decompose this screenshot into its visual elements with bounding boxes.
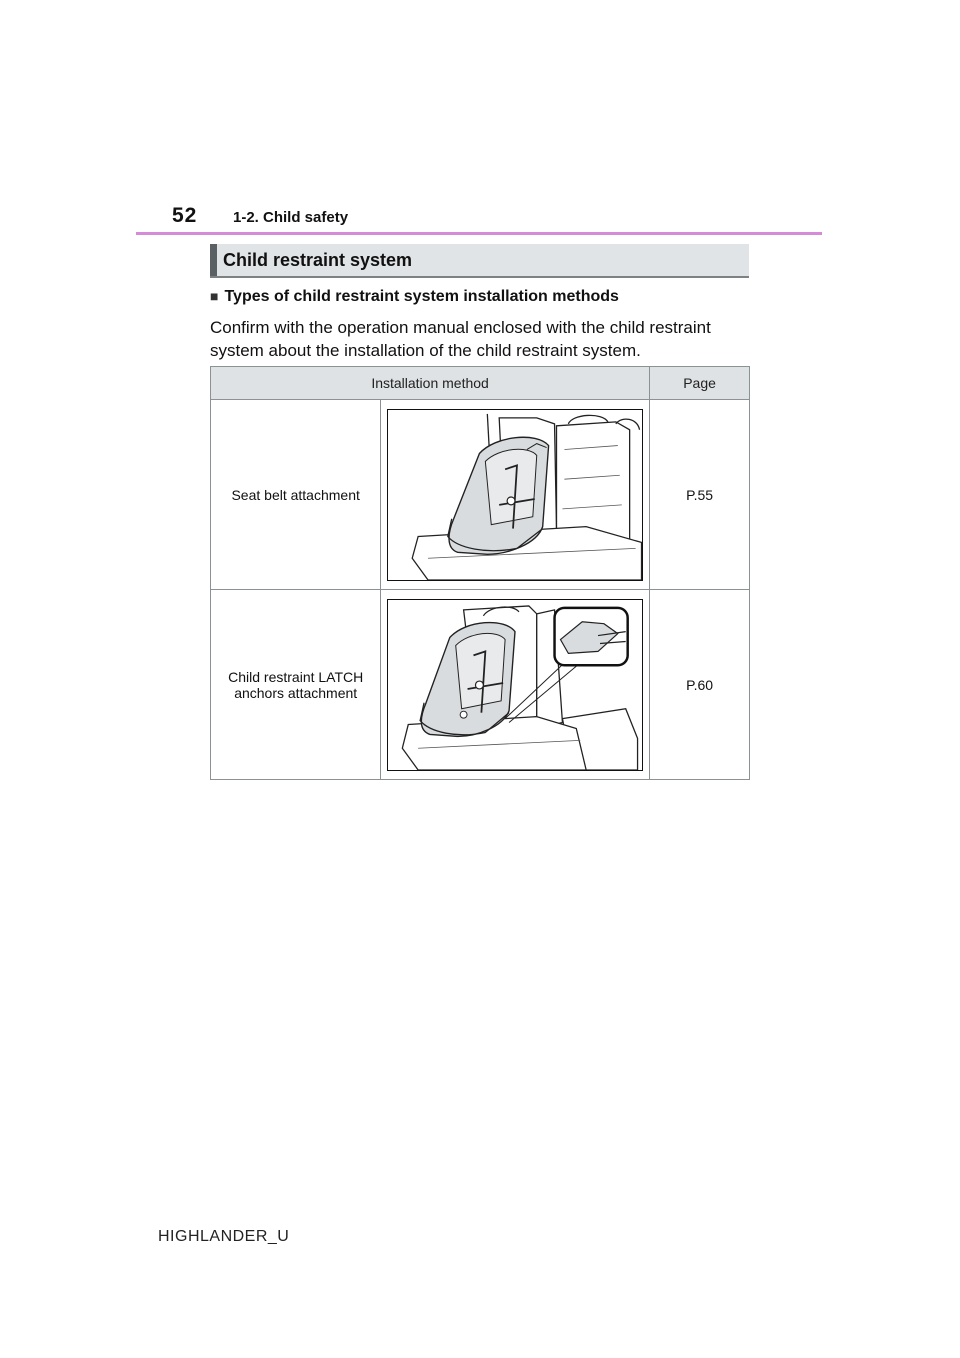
section-title: Child restraint system: [223, 250, 413, 270]
table-row: [211, 590, 750, 780]
child-seat-latch-anchor-icon: [388, 600, 642, 770]
method-cell: Child restraint LATCH anchors attachment: [211, 590, 381, 780]
latch-anchors-attachment-illustration: [387, 599, 643, 771]
column-header-page: Page: [650, 367, 750, 400]
square-bullet-icon: ■: [210, 288, 219, 304]
title-accent-bar: [210, 244, 217, 276]
illustration-cell: [381, 590, 650, 780]
method-cell: Seat belt attachment: [211, 400, 381, 590]
child-seat-seat-belt-icon: [388, 410, 642, 580]
column-header-method: Installation method: [211, 367, 650, 400]
subheading-text: Types of child restraint system installation methods: [224, 288, 619, 305]
installation-methods-table: [210, 366, 750, 780]
seat-belt-attachment-illustration: [387, 409, 643, 581]
header-divider: [136, 232, 822, 235]
page-number: 52: [172, 204, 198, 227]
illustration-cell: [381, 400, 650, 590]
section-breadcrumb: 1-2. Child safety: [233, 209, 349, 226]
table-row: [211, 400, 750, 590]
footer-model-code: HIGHLANDER_U: [158, 1228, 290, 1245]
page-reference-cell: P.60: [650, 590, 750, 780]
table-header-row: [211, 367, 750, 400]
page-reference-cell: P.55: [650, 400, 750, 590]
subheading: [210, 288, 619, 306]
section-title-bar: [210, 244, 749, 278]
intro-paragraph: Confirm with the operation manual enclosed with the child restraint system about the installation of the child restraint system.: [210, 318, 711, 360]
